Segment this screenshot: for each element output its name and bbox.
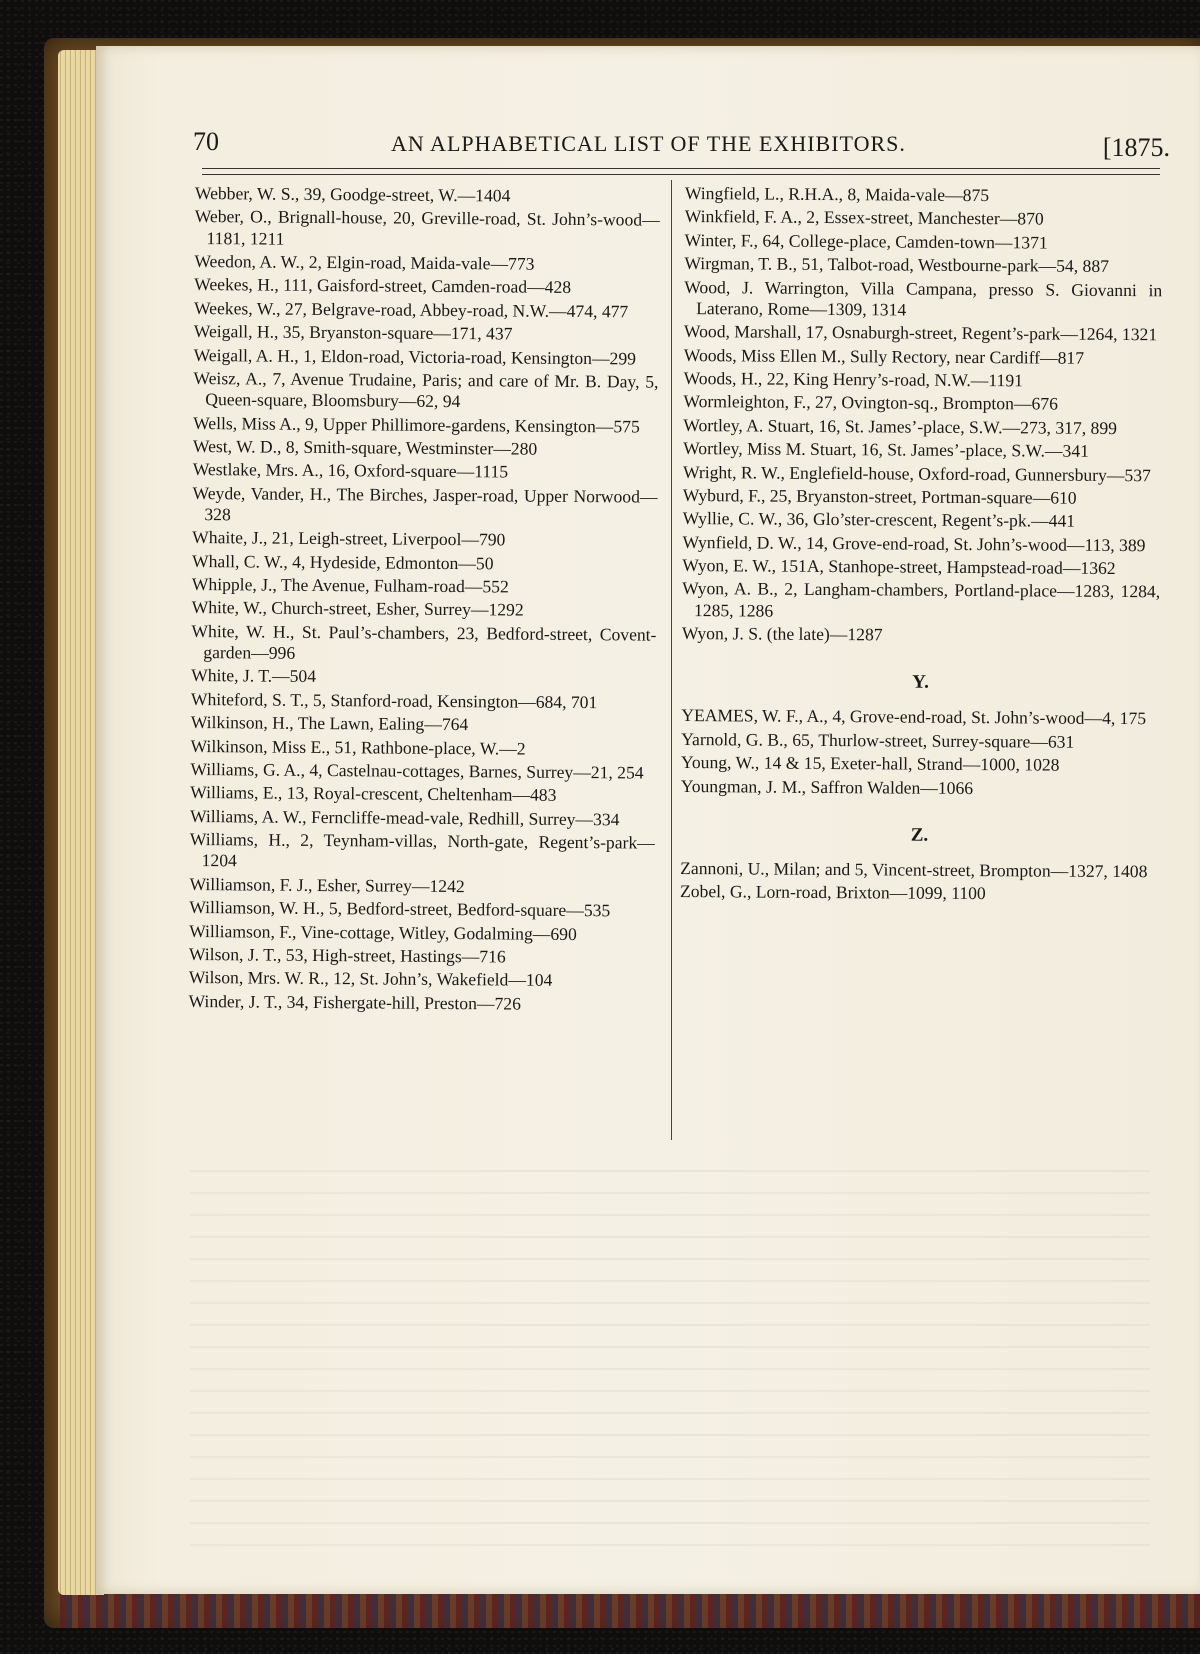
section-heading-y: Y. bbox=[912, 671, 929, 693]
page-number: 70 bbox=[193, 127, 219, 156]
page-header bbox=[193, 125, 1170, 165]
exhibitor-entry: Weyde, Vander, H., The Birches, Jasper-road, Upper Norwood—328 bbox=[192, 482, 658, 525]
running-title: AN ALPHABETICAL LIST OF THE EXHIBITORS. bbox=[391, 131, 906, 156]
section-heading-z: Z. bbox=[910, 824, 929, 846]
exhibitor-entry: Whiteford, S. T., 5, Stanford-road, Kensington—684, 701 bbox=[190, 688, 598, 713]
exhibitor-entry: Young, W., 14 & 15, Exeter-hall, Strand—1000, 1028 bbox=[680, 752, 1060, 775]
exhibitor-entry: Wyburd, F., 25, Bryanston-street, Portman-square—610 bbox=[682, 484, 1077, 508]
exhibitor-entry: Winkfield, F. A., 2, Essex-street, Manchester—870 bbox=[684, 206, 1044, 229]
exhibitor-entry: YEAMES, W. F., A., 4, Grove-end-road, St. John’s-wood—4, 175 bbox=[681, 705, 1147, 729]
exhibitor-entry: Weekes, H., 111, Gaisford-street, Camden-road—428 bbox=[194, 274, 572, 298]
exhibitor-entry: Wingfield, L., R.H.A., 8, Maida-vale—875 bbox=[684, 183, 990, 206]
exhibitor-entry: White, W., Church-street, Esher, Surrey—1292 bbox=[191, 597, 524, 621]
exhibitor-entry: White, J. T.—504 bbox=[191, 665, 317, 687]
exhibitor-entry: Wells, Miss A., 9, Upper Phillimore-gardens, Kensington—575 bbox=[193, 412, 640, 437]
exhibitor-entry: Wilson, J. T., 53, High-street, Hastings—716 bbox=[188, 943, 506, 967]
exhibitor-entry: Woods, H., 22, King Henry’s-road, N.W.—1191 bbox=[683, 367, 1024, 391]
exhibitor-entry: Williams, E., 13, Royal-crescent, Cheltenham—483 bbox=[190, 782, 557, 806]
left-column bbox=[188, 183, 660, 1018]
exhibitor-entry: Williams, A. W., Ferncliffe-mead-vale, Redhill, Surrey—334 bbox=[189, 805, 620, 830]
exhibitor-entry: Wyon, J. S. (the late)—1287 bbox=[681, 623, 883, 645]
exhibitor-entry: Wilkinson, Miss E., 51, Rathbone-place, W.—2 bbox=[190, 735, 526, 759]
exhibitor-entry: Wright, R. W., Englefield-house, Oxford-road, Gunnersbury—537 bbox=[682, 461, 1151, 485]
exhibitor-entry: Wormleighton, F., 27, Ovington-sq., Brompton—676 bbox=[683, 391, 1059, 414]
header-rule bbox=[202, 168, 1160, 175]
exhibitor-entry: Webber, W. S., 39, Goodge-street, W.—1404 bbox=[194, 183, 511, 206]
exhibitor-entry: Zannoni, U., Milan; and 5, Vincent-street, Brompton—1327, 1408 bbox=[680, 858, 1148, 882]
marbled-edge bbox=[60, 1588, 1200, 1628]
exhibitor-entry: Weekes, W., 27, Belgrave-road, Abbey-road, N.W.—474, 477 bbox=[193, 297, 629, 322]
exhibitor-entry: Winter, F., 64, College-place, Camden-town—1371 bbox=[684, 229, 1048, 253]
exhibitor-entry: Yarnold, G. B., 65, Thurlow-street, Surrey-square—631 bbox=[681, 728, 1075, 752]
exhibitor-entry: Wood, Marshall, 17, Osnaburgh-street, Regent’s-park—1264, 1321 bbox=[683, 321, 1158, 345]
exhibitor-entry: Weigall, H., 35, Bryanston-square—171, 437 bbox=[193, 321, 513, 344]
exhibitor-entry: Wyon, A. B., 2, Langham-chambers, Portland-place—1283, 1284, 1285, 1286 bbox=[682, 578, 1161, 621]
exhibitor-entry: Weber, O., Brignall-house, 20, Greville-road, St. John’s-wood—1181, 1211 bbox=[194, 206, 660, 249]
exhibitor-entry: Weisz, A., 7, Avenue Trudaine, Paris; and care of Mr. B. Day, 5, Queen-square, Bloomsbury—62, 94 bbox=[193, 367, 659, 412]
y-entries bbox=[681, 705, 1160, 800]
exhibitor-entry: Westlake, Mrs. A., 16, Oxford-square—1115 bbox=[192, 459, 509, 482]
exhibitor-entry: Wyllie, C. W., 36, Glo’ster-crescent, Regent’s-pk.—441 bbox=[682, 508, 1076, 532]
exhibitor-entry: Williamson, W. H., 5, Bedford-street, Bedford-square—535 bbox=[189, 897, 611, 921]
exhibitor-entry: Williams, H., 2, Teynham-villas, North-gate, Regent’s-park—1204 bbox=[189, 829, 655, 871]
exhibitor-entry: Wood, J. Warrington, Villa Campana, presso S. Giovanni in Laterano, Rome—1309, 1314 bbox=[684, 276, 1163, 320]
year-label: [1875. bbox=[1102, 133, 1170, 162]
exhibitor-entry: Wilkinson, H., The Lawn, Ealing—764 bbox=[190, 712, 469, 735]
exhibitor-entry: Wynfield, D. W., 14, Grove-end-road, St. John’s-wood—113, 389 bbox=[682, 531, 1146, 555]
exhibitor-entry: Wilson, Mrs. W. R., 12, St. John’s, Wakefield—104 bbox=[188, 967, 553, 991]
exhibitor-entry: Whipple, J., The Avenue, Fulham-road—552 bbox=[191, 574, 509, 597]
exhibitor-entry: Whaite, J., 21, Leigh-street, Liverpool—790 bbox=[192, 527, 506, 550]
exhibitor-entry: Wirgman, T. B., 51, Talbot-road, Westbourne-park—54, 887 bbox=[684, 253, 1110, 277]
exhibitor-entry: Williamson, F. J., Esher, Surrey—1242 bbox=[189, 873, 465, 896]
exhibitor-entry: Winder, J. T., 34, Fishergate-hill, Preston—726 bbox=[188, 990, 522, 1014]
exhibitor-entry: Woods, Miss Ellen M., Sully Rectory, near Cardiff—817 bbox=[683, 344, 1085, 368]
w-entries bbox=[682, 183, 1163, 648]
exhibitor-entry: Williams, G. A., 4, Castelnau-cottages, Barnes, Surrey—21, 254 bbox=[190, 758, 644, 783]
exhibitor-entry: Weedon, A. W., 2, Elgin-road, Maida-vale—773 bbox=[194, 250, 535, 274]
exhibitor-entry: Wortley, Miss M. Stuart, 16, St. James’-place, S.W.—341 bbox=[683, 438, 1090, 461]
exhibitor-entry: Wyon, E. W., 151A, Stanhope-street, Hampstead-road—1362 bbox=[682, 555, 1116, 579]
exhibitor-entry: Williamson, F., Vine-cottage, Witley, Godalming—690 bbox=[189, 920, 577, 944]
exhibitor-entry: West, W. D., 8, Smith-square, Westminster—280 bbox=[192, 435, 538, 459]
z-entries bbox=[680, 858, 1158, 906]
column-divider bbox=[671, 180, 672, 1140]
exhibitor-entry: Weigall, A. H., 1, Eldon-road, Victoria-road, Kensington—299 bbox=[193, 344, 637, 369]
exhibitor-entry: White, W. H., St. Paul’s-chambers, 23, Bedford-street, Covent-garden—996 bbox=[191, 620, 657, 663]
exhibitor-entry: Youngman, J. M., Saffron Walden—1066 bbox=[680, 775, 974, 798]
exhibitor-entry: Wortley, A. Stuart, 16, St. James’-place, S.W.—273, 317, 899 bbox=[683, 414, 1118, 438]
exhibitor-entry: Whall, C. W., 4, Hydeside, Edmonton—50 bbox=[191, 550, 494, 574]
exhibitor-entry: Zobel, G., Lorn-road, Brixton—1099, 1100 bbox=[679, 881, 986, 904]
right-column bbox=[680, 183, 1163, 908]
